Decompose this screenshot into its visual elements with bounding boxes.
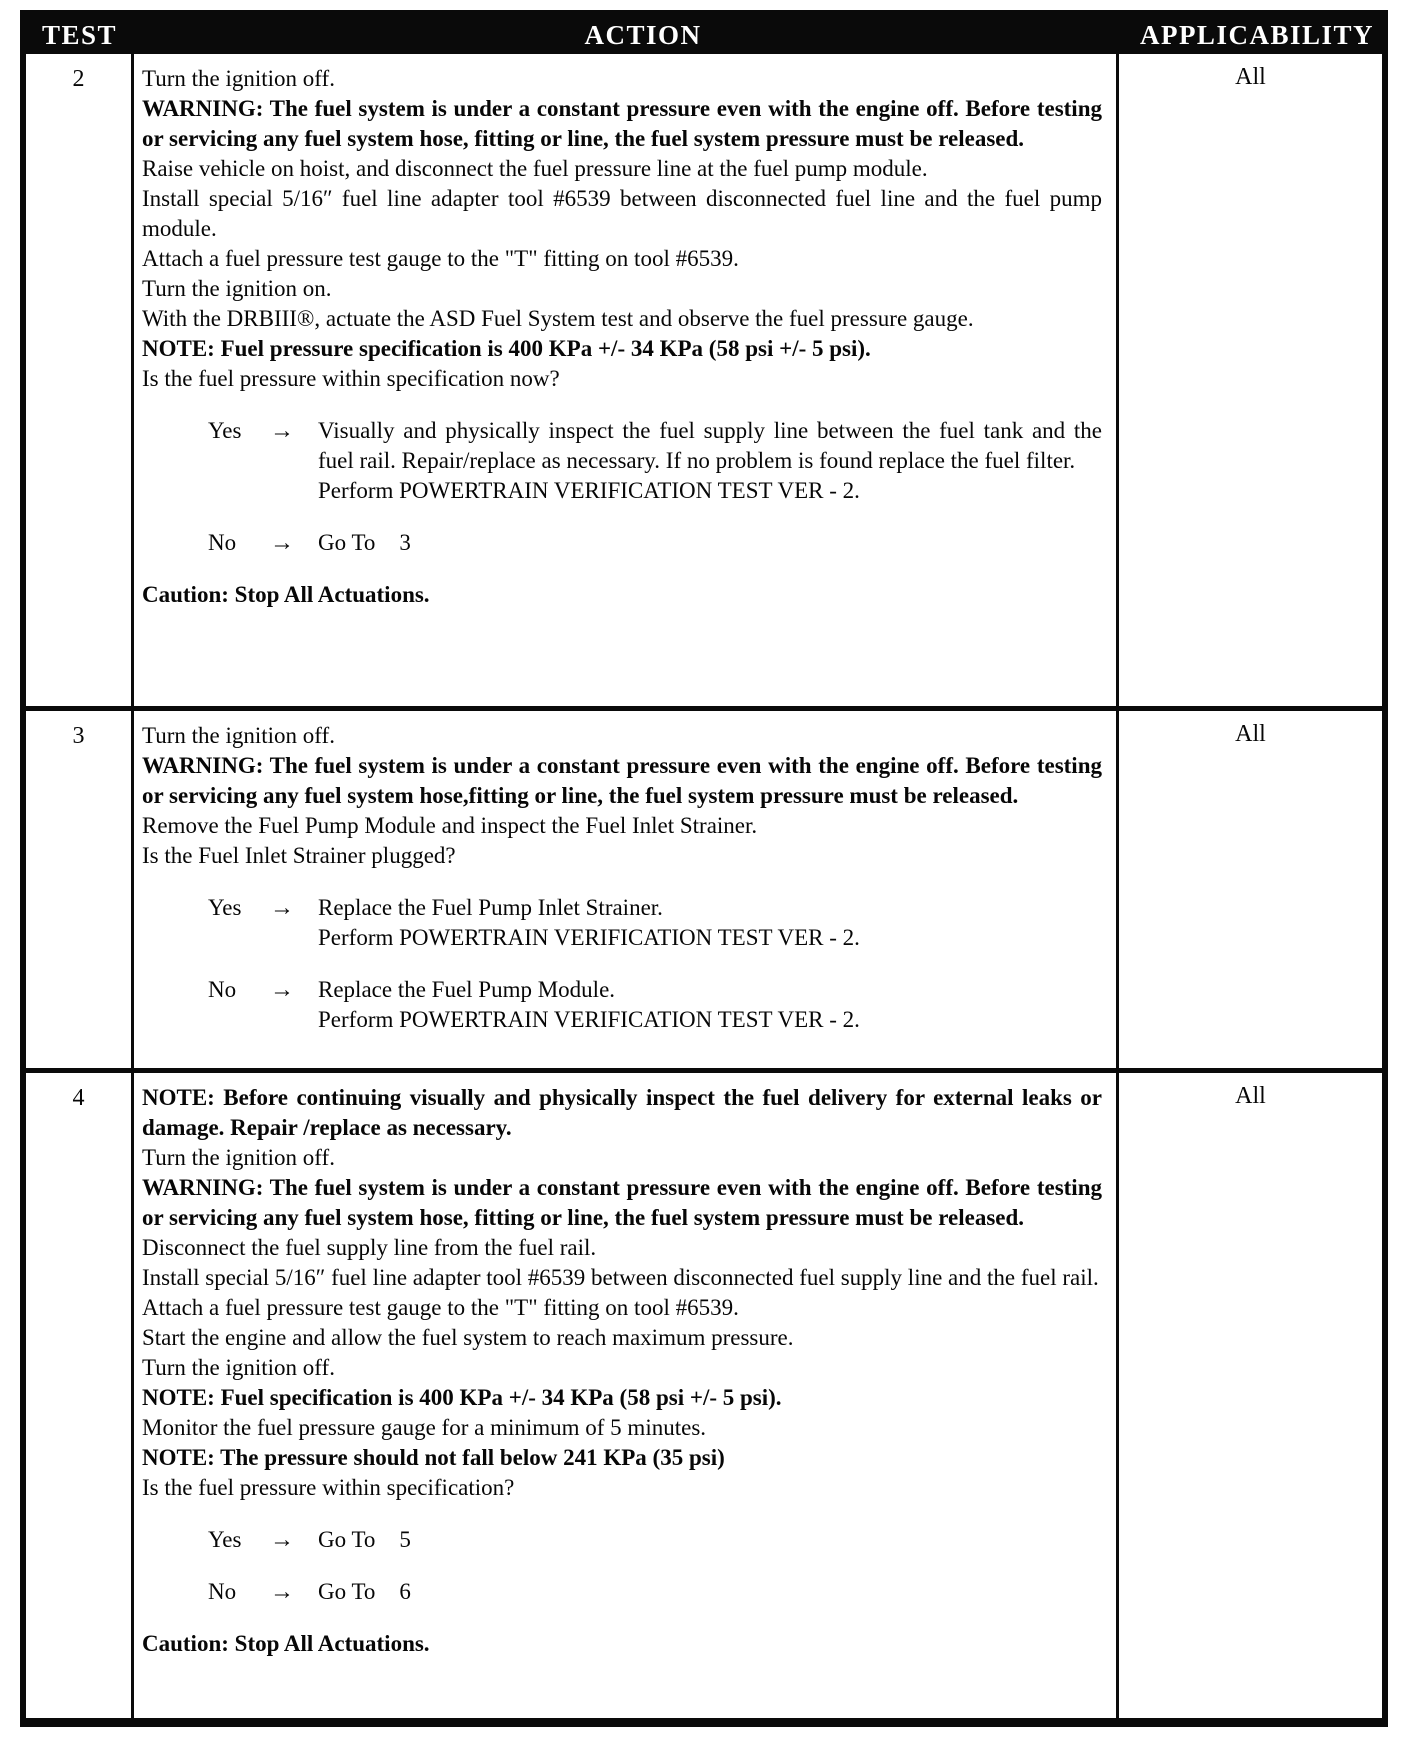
goto-target: 3 xyxy=(399,530,411,555)
action-paragraph: Turn the ignition off. xyxy=(142,723,335,748)
action-cell xyxy=(134,54,1119,706)
goto-text: Go To xyxy=(318,1579,376,1604)
action-paragraph: Install special 5/16″ fuel line adapter tool #6539 between disconnected fuel line and the fuel pump module. xyxy=(142,186,1102,241)
arrow-right-icon: → xyxy=(270,1579,294,1605)
caution-text: Caution: Stop All Actuations. xyxy=(142,1631,430,1656)
decision-label: No xyxy=(208,530,237,555)
caution-text: Caution: Stop All Actuations. xyxy=(142,582,430,607)
applicability-cell: All xyxy=(1235,64,1266,90)
decision-result-line: Visually and physically inspect the fuel supply line between the fuel tank and the fuel rail. Repair/replace as necessary. If no problem is found replace the fuel filter. xyxy=(318,418,1102,473)
test-number-cell: 3 xyxy=(26,711,134,1068)
test-number-cell: 2 xyxy=(26,54,134,706)
applicability-cell: All xyxy=(1235,1083,1266,1109)
note-text: NOTE: Fuel specification is 400 KPa +/- 34 KPa (58 psi +/- 5 psi). xyxy=(142,1385,782,1410)
warning-text: WARNING: The fuel system is under a constant pressure even with the engine off. Before testing or servicing any fuel system hose,fitting or line, the fuel system pressure must be released. xyxy=(142,753,1102,808)
note-text: NOTE: Fuel pressure specification is 400 KPa +/- 34 KPa (58 psi +/- 5 psi). xyxy=(142,336,871,361)
action-paragraph: Turn the ignition off. xyxy=(142,1145,335,1170)
goto-target: 6 xyxy=(399,1579,411,1604)
decision-result-line: Perform POWERTRAIN VERIFICATION TEST VER - 2. xyxy=(318,925,860,950)
goto-text: Go To xyxy=(318,530,376,555)
warning-text: WARNING: The fuel system is under a constant pressure even with the engine off. Before testing or servicing any fuel system hose, fitting or line, the fuel system pressure must be released. xyxy=(142,96,1102,151)
question-text: Is the fuel pressure within specification? xyxy=(142,1475,515,1500)
decision-yes xyxy=(142,1525,1102,1555)
test-row-3 xyxy=(26,706,1382,1068)
decision-result-line: Perform POWERTRAIN VERIFICATION TEST VER - 2. xyxy=(318,478,860,503)
action-paragraph: Attach a fuel pressure test gauge to the "T" fitting on tool #6539. xyxy=(142,246,739,271)
arrow-right-icon: → xyxy=(270,1527,294,1553)
applicability-cell: All xyxy=(1235,721,1266,747)
action-paragraph: Monitor the fuel pressure gauge for a minimum of 5 minutes. xyxy=(142,1415,707,1440)
decision-result-line: Perform POWERTRAIN VERIFICATION TEST VER - 2. xyxy=(318,1007,860,1032)
action-paragraph: Turn the ignition on. xyxy=(142,276,332,301)
table-header xyxy=(26,16,1382,54)
decision-label: Yes xyxy=(208,418,242,443)
decision-result xyxy=(318,1577,1102,1607)
header-applicability: APPLICABILITY xyxy=(1139,19,1374,50)
action-paragraph: Install special 5/16″ fuel line adapter tool #6539 between disconnected fuel supply line and the fuel rail. xyxy=(142,1265,1099,1290)
decision-label: Yes xyxy=(208,895,242,920)
arrow-right-icon: → xyxy=(270,895,294,921)
action-paragraph: Start the engine and allow the fuel system to reach maximum pressure. xyxy=(142,1325,794,1350)
decision-result xyxy=(318,975,1102,1035)
decision-result xyxy=(318,893,1102,953)
decision-yes xyxy=(142,893,1102,953)
arrow-right-icon: → xyxy=(270,977,294,1003)
action-cell xyxy=(134,711,1119,1068)
action-paragraph: With the DRBIII®, actuate the ASD Fuel System test and observe the fuel pressure gauge. xyxy=(142,306,974,331)
decision-yes xyxy=(142,416,1102,506)
diagnostic-table xyxy=(20,10,1388,1727)
action-paragraph: Raise vehicle on hoist, and disconnect the fuel pressure line at the fuel pump module. xyxy=(142,156,928,181)
arrow-right-icon: → xyxy=(270,530,294,556)
question-text: Is the Fuel Inlet Strainer plugged? xyxy=(142,843,456,868)
decision-no xyxy=(142,1577,1102,1607)
decision-result-line: Replace the Fuel Pump Inlet Strainer. xyxy=(318,895,663,920)
action-cell xyxy=(134,1073,1119,1718)
warning-text: WARNING: The fuel system is under a constant pressure even with the engine off. Before testing or servicing any fuel system hose, fitting or line, the fuel system pressure must be released. xyxy=(142,1175,1102,1230)
action-paragraph: Turn the ignition off. xyxy=(142,1355,335,1380)
test-row-2 xyxy=(26,54,1382,706)
test-row-4 xyxy=(26,1068,1382,1718)
decision-label: No xyxy=(208,977,237,1002)
decision-result xyxy=(318,416,1102,506)
arrow-right-icon: → xyxy=(270,418,294,444)
header-test: TEST xyxy=(42,19,118,50)
note-text: NOTE: Before continuing visually and physically inspect the fuel delivery for external leaks or damage. Repair /replace as necessary. xyxy=(142,1085,1102,1140)
decision-label: Yes xyxy=(208,1527,242,1552)
decision-result xyxy=(318,1525,1102,1555)
header-action: ACTION xyxy=(584,19,702,50)
action-paragraph: Remove the Fuel Pump Module and inspect the Fuel Inlet Strainer. xyxy=(142,813,758,838)
decision-no xyxy=(142,975,1102,1035)
decision-no xyxy=(142,528,1102,558)
note-text: NOTE: The pressure should not fall below 241 KPa (35 psi) xyxy=(142,1445,725,1470)
decision-label: No xyxy=(208,1579,237,1604)
goto-target: 5 xyxy=(399,1527,411,1552)
decision-result xyxy=(318,528,1102,558)
decision-result-line: Replace the Fuel Pump Module. xyxy=(318,977,616,1002)
action-paragraph: Disconnect the fuel supply line from the fuel rail. xyxy=(142,1235,597,1260)
test-number-cell: 4 xyxy=(26,1073,134,1718)
question-text: Is the fuel pressure within specification now? xyxy=(142,366,560,391)
action-paragraph: Turn the ignition off. xyxy=(142,66,335,91)
goto-text: Go To xyxy=(318,1527,376,1552)
action-paragraph: Attach a fuel pressure test gauge to the "T" fitting on tool #6539. xyxy=(142,1295,739,1320)
